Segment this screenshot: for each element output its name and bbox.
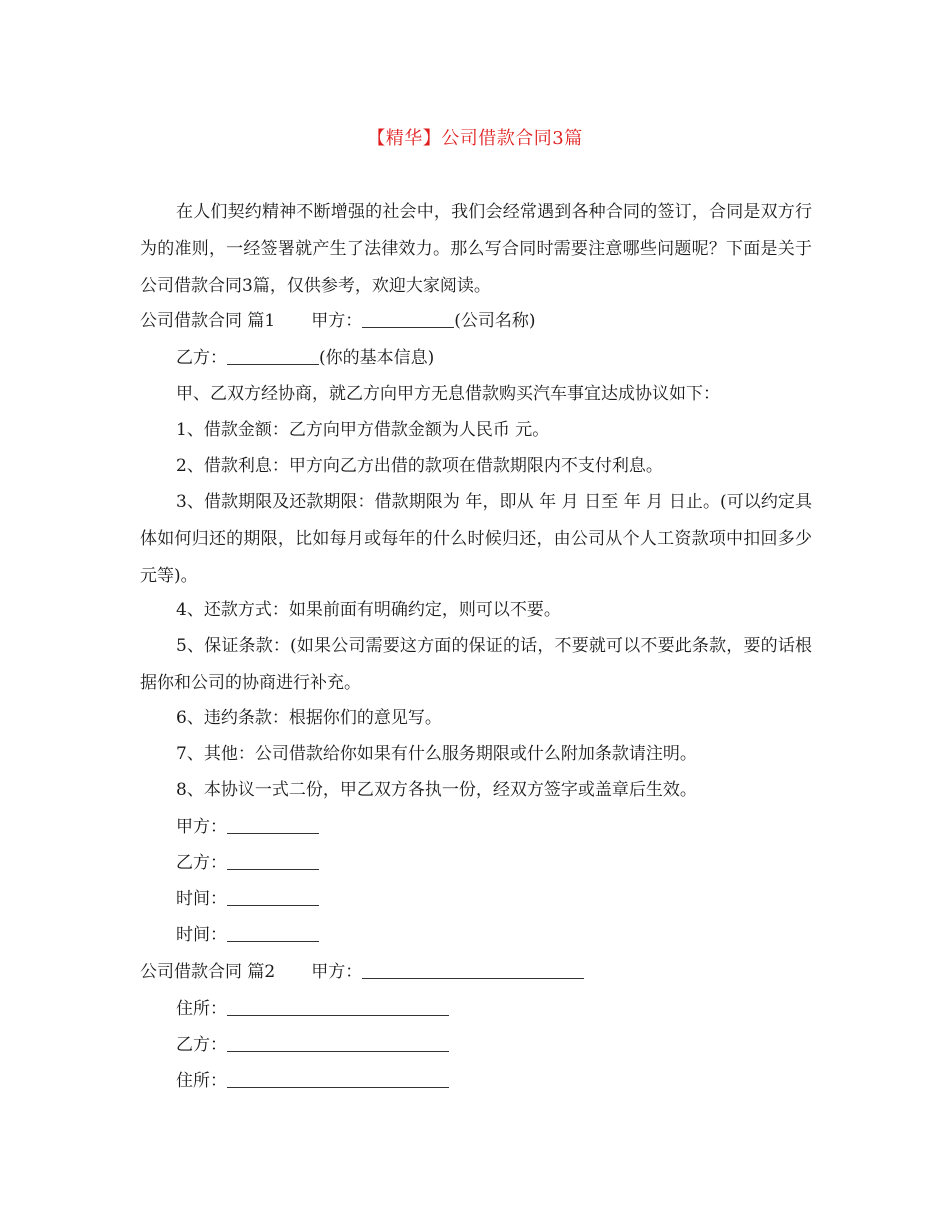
contract1-clause-2: 2、借款利息：甲方向乙方出借的款项在借款期限内不支付利息。 bbox=[176, 456, 663, 476]
contract1-time-1-line bbox=[176, 881, 812, 918]
time-1-blank bbox=[227, 887, 319, 906]
document-title: 【精华】公司借款合同3篇 bbox=[367, 128, 583, 149]
contract1-clause-6: 6、违约条款：根据你们的意见写。 bbox=[176, 708, 442, 728]
contract1-clause-1: 1、借款金额：乙方向甲方借款金额为人民币 元。 bbox=[176, 420, 550, 440]
intro-paragraph: 在人们契约精神不断增强的社会中，我们会经常遇到各种合同的签订，合同是双方行为的准则，一经签署就产生了法律效力。那么写合同时需要注意哪些问题呢？下面是关于公司借款合同3篇，仅供参考，欢迎大家阅读。 bbox=[140, 202, 812, 296]
party-b-blank bbox=[227, 346, 319, 365]
contract1-clause-3: 3、借款期限及还款期限：借款期限为 年，即从 年 月 日至 年 月 日止。(可以约定具体如何归还的期限，比如每月或每年的什么时候归还，由公司从个人工资款项中扣回多少元等)。 bbox=[140, 492, 812, 586]
contract1-party-b-note: (你的基本信息) bbox=[319, 348, 435, 368]
contract1-clause-7: 7、其他：公司借款给你如果有什么服务期限或什么附加条款请注明。 bbox=[176, 744, 697, 764]
contract1-sign-a-label: 甲方： bbox=[176, 817, 227, 837]
contract2-party-b-line bbox=[176, 1027, 812, 1064]
contract2-heading-line bbox=[140, 954, 812, 991]
contract1-party-a-label: 甲方： bbox=[311, 311, 363, 331]
contract1-sign-b-label: 乙方： bbox=[176, 853, 227, 873]
contract2-heading: 公司借款合同 篇2 bbox=[140, 962, 276, 982]
contract2-address-b-label: 住所： bbox=[176, 1071, 227, 1091]
contract1-party-a-note: (公司名称) bbox=[454, 311, 536, 331]
contract2-party-a-blank bbox=[362, 960, 584, 979]
contract1-clause-8: 8、本协议一式二份，甲乙双方各执一份，经双方签字或盖章后生效。 bbox=[176, 780, 697, 800]
party-a-blank bbox=[362, 309, 454, 328]
contract1-time-2-line bbox=[176, 917, 812, 954]
contract2-address-a-line bbox=[176, 991, 812, 1028]
contract1-sign-b-line bbox=[176, 845, 812, 882]
contract1-time-2-label: 时间： bbox=[176, 925, 227, 945]
time-2-blank bbox=[227, 923, 319, 942]
contract2-address-b-blank bbox=[227, 1069, 449, 1088]
contract1-time-1-label: 时间： bbox=[176, 889, 227, 909]
sign-b-blank bbox=[227, 851, 319, 870]
contract2-address-a-label: 住所： bbox=[176, 999, 227, 1019]
contract2-party-a-label: 甲方： bbox=[311, 962, 363, 982]
contract2-address-b-line bbox=[176, 1063, 812, 1100]
contract1-clause-4: 4、还款方式：如果前面有明确约定，则可以不要。 bbox=[176, 600, 561, 620]
contract1-party-b-label: 乙方： bbox=[176, 348, 227, 368]
contract1-preamble: 甲、乙双方经协商，就乙方向甲方无息借款购买汽车事宜达成协议如下： bbox=[176, 384, 720, 404]
contract1-clause-5: 5、保证条款：(如果公司需要这方面的保证的话，不要就可以不要此条款，要的话根据你和公司的协商进行补充。 bbox=[140, 636, 812, 693]
contract2-address-a-blank bbox=[227, 997, 449, 1016]
contract1-party-b-line bbox=[176, 340, 812, 377]
contract1-heading-line bbox=[140, 303, 812, 340]
sign-a-blank bbox=[227, 815, 319, 834]
contract2-party-b-blank bbox=[227, 1033, 449, 1052]
contract2-party-b-label: 乙方： bbox=[176, 1035, 227, 1055]
contract1-sign-a-line bbox=[176, 809, 812, 846]
contract1-heading: 公司借款合同 篇1 bbox=[140, 311, 276, 331]
